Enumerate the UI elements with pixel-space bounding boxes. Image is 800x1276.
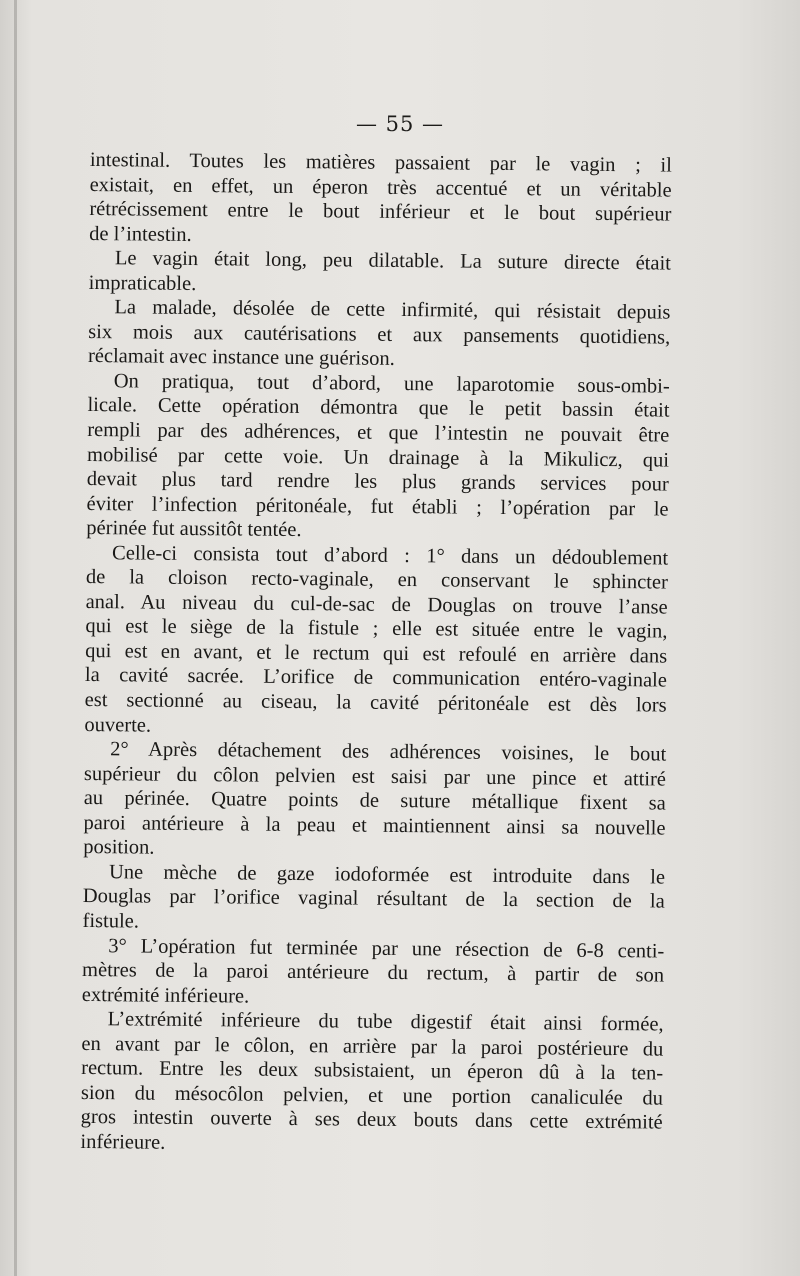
text-line: au périnée. Quatre points de suture métallique fixent sa — [83, 787, 666, 815]
text-line: est sectionné au ciseau, la cavité péritonéale est dès lors — [84, 689, 667, 717]
page-number: — 55 — — [355, 112, 445, 136]
text-line: fistule. — [82, 909, 140, 933]
text-line: Une mèche de gaze iodoformée est introduite dans le — [108, 861, 666, 889]
text-line: la cavité sacrée. L’orifice de communication entéro-vaginale — [84, 664, 668, 693]
text-line: rempli par des adhérences, et que l’intestin ne pouvait être — [87, 419, 670, 447]
text-line: Celle-ci consista tout d’abord : 1° dans un dédoublement — [112, 541, 669, 570]
text-line: 3° L’opération fut terminée par une résection de 6-8 centi- — [108, 934, 665, 963]
text-line: en avant par le côlon, en arrière par la paroi postérieure du — [81, 1032, 664, 1061]
text-line: existait, en effet, un éperon très accentué et un véritable — [89, 173, 672, 202]
text-line: paroi antérieure à la peau et maintiennent ainsi sa nouvelle — [83, 811, 666, 840]
text-line: qui est en avant, et le rectum qui est refoulé en arrière dans — [85, 639, 668, 668]
text-line: rétrécissement entre le bout inférieur et le bout supérieur — [89, 198, 672, 226]
text-line: 2° Après détachement des adhérences voisines, le bout — [110, 738, 667, 766]
text-line: de la cloison recto-vaginale, en conservant le sphincter — [85, 566, 668, 594]
text-line: licale. Cette opération démontra que le petit bassin était — [87, 394, 670, 423]
text-line: six mois aux cautérisations et aux pansements quotidiens, — [88, 320, 671, 349]
text-line: inférieure. — [80, 1130, 166, 1154]
text-line: mobilisé par cette voie. Un drainage à la Mikulicz, qui — [86, 443, 670, 472]
text-line: mètres de la paroi antérieure du rectum, à partir de son — [82, 959, 665, 987]
text-line: L’extrémité inférieure du tube digestif était ainsi formée, — [107, 1008, 664, 1036]
text-line: ouverte. — [84, 713, 152, 737]
text-line: La malade, désolée de cette infirmité, qui résistait depuis — [114, 296, 671, 324]
text-line: On pratiqua, tout d’abord, une laparotomie sous-ombi- — [113, 370, 670, 398]
text-line: réclamait avec instance une guérison. — [87, 345, 395, 371]
text-line: rectum. Entre les deux subsistaient, un éperon dû à la ten- — [81, 1057, 664, 1085]
text-line: qui est le siège de la fistule ; elle est située entre le vagin, — [85, 615, 668, 643]
text-line: Le vagin était long, peu dilatable. La suture directe était — [114, 247, 672, 275]
text-line: anal. Au niveau du cul-de-sac de Douglas on trouve l’anse — [85, 590, 668, 619]
page-binding-edge — [14, 0, 17, 1276]
text-line: éviter l’infection péritonéale, fut établi ; l’opération par le — [86, 492, 669, 521]
text-line: supérieur du côlon pelvien est saisi par une pince et attiré — [83, 762, 667, 791]
text-line: position. — [83, 836, 155, 859]
text-line: extrémité inférieure. — [81, 983, 250, 1008]
text-line: devait plus tard rendre les plus grands services pour — [86, 468, 669, 496]
text-line: de l’intestin. — [89, 222, 192, 246]
text-line: sion du mésocôlon pelvien, et une portion canaliculée du — [80, 1081, 664, 1110]
text-line: intestinal. Toutes les matières passaient par le vagin ; il — [89, 148, 672, 177]
text-line: impraticable. — [88, 271, 197, 295]
text-line: périnée fut aussitôt tentée. — [86, 517, 302, 542]
text-line: gros intestin ouverte à ses deux bouts dans cette extrémité — [80, 1106, 663, 1134]
body-text — [80, 148, 672, 1160]
text-line: Douglas par l’orifice vaginal résultant de la section de la — [82, 885, 665, 913]
